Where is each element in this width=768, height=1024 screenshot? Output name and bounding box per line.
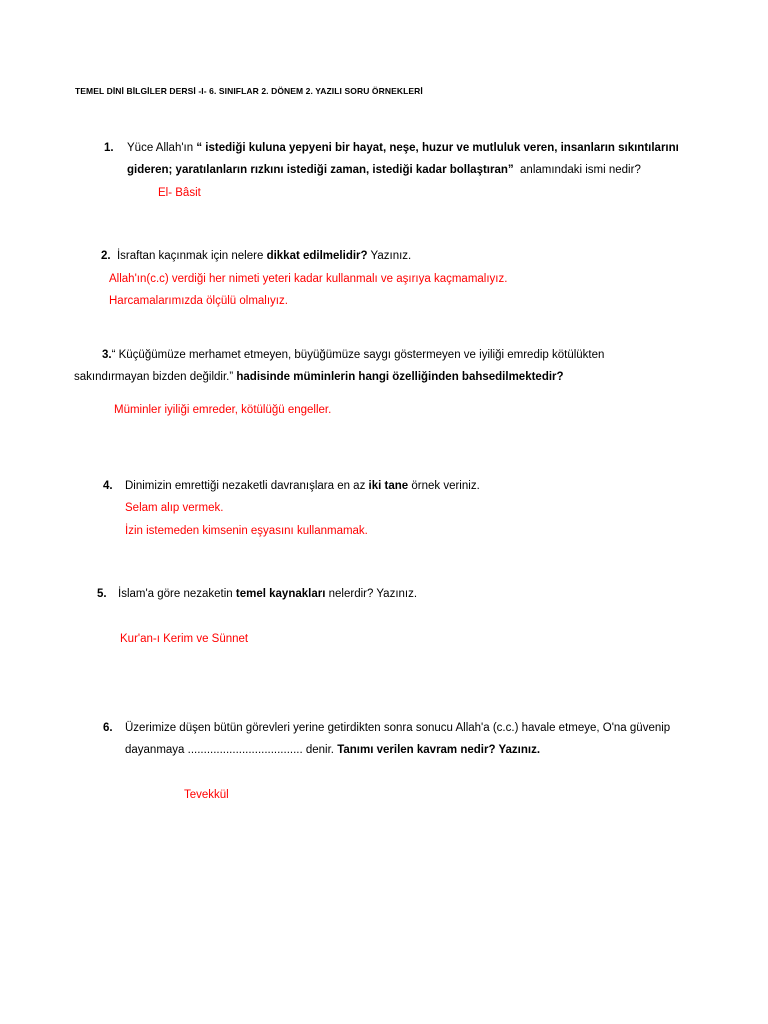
question-6-number: 6. [103, 722, 113, 734]
question-6-line-2 [125, 744, 540, 756]
question-3-line-1 [102, 349, 604, 361]
question-1-number: 1. [104, 142, 114, 154]
question-4-line [125, 480, 480, 492]
question-6-text-2: dayanmaya .................................... denir. [125, 744, 334, 756]
question-4-tail: örnek veriniz. [411, 480, 480, 492]
answer-2-line-1: Allah'ın(c.c) verdiği her nimeti yeteri kadar kullanmalı ve aşırıya kaçmamalıyız. [109, 273, 508, 285]
answer-5: Kur'an-ı Kerim ve Sünnet [120, 633, 249, 645]
question-4-number: 4. [103, 480, 113, 492]
question-3-text-1: “ Küçüğümüze merhamet etmeyen, büyüğümüze saygı göstermeyen ve iyiliği emredip kötülükten [111, 349, 605, 361]
question-2-tail: Yazınız. [370, 250, 412, 262]
question-6-bold: Tanımı verilen kavram nedir? Yazınız. [337, 744, 541, 756]
question-1-bold-2: gideren; yaratılanların rızkını istediği zaman, istediği kadar bollaştıran” [127, 164, 514, 176]
question-1-tail: anlamındaki ismi nedir? [520, 164, 641, 176]
question-5-bold: temel kaynakları [235, 588, 326, 600]
question-1-line-1 [127, 142, 679, 154]
question-5-tail: nelerdir? Yazınız. [328, 588, 418, 600]
answer-6: Tevekkül [184, 789, 229, 801]
answer-1: El- Bâsit [158, 187, 201, 199]
question-2-bold: dikkat edilmelidir? [266, 250, 368, 262]
question-5-line [118, 588, 417, 600]
question-1-bold-1: “ istediği kuluna yepyeni bir hayat, neşe, huzur ve mutluluk veren, insanların sıkıntılarını [196, 142, 679, 154]
question-3-bold: hadisinde müminlerin hangi özelliğinden bahsedilmektedir? [236, 371, 564, 383]
question-4-text: Dinimizin emrettiği nezaketli davranışlara en az [125, 480, 366, 492]
question-3-text-2: sakındırmayan bizden değildir.” [74, 371, 234, 383]
question-2-number: 2. [101, 250, 111, 262]
answer-3: Müminler iyiliği emreder, kötülüğü engeller. [114, 404, 332, 416]
question-5-text: İslam'a göre nezaketin [118, 588, 233, 600]
question-4-bold: iki tane [368, 480, 409, 492]
question-1-line-2 [127, 164, 641, 176]
question-6-line-1: Üzerimize düşen bütün görevleri yerine getirdikten sonra sonucu Allah'a (c.c.) havale etmeye, O'na güvenip [125, 722, 671, 734]
question-3-number: 3. [102, 349, 112, 361]
answer-4-line-1: Selam alıp vermek. [125, 502, 224, 514]
question-5-number: 5. [97, 588, 107, 600]
answer-4-line-2: İzin istemeden kimsenin eşyasını kullanmamak. [125, 525, 368, 537]
answer-2-line-2: Harcamalarımızda ölçülü olmalıyız. [109, 295, 288, 307]
question-1-intro: Yüce Allah'ın [127, 142, 194, 154]
page-title: TEMEL DİNİ BİLGİLER DERSİ -I- 6. SINIFLAR 2. DÖNEM 2. YAZILI SORU ÖRNEKLERİ [75, 86, 423, 96]
question-3-line-2 [74, 371, 564, 383]
question-2-text: İsraftan kaçınmak için nelere [116, 250, 264, 262]
question-2-line [101, 250, 411, 262]
